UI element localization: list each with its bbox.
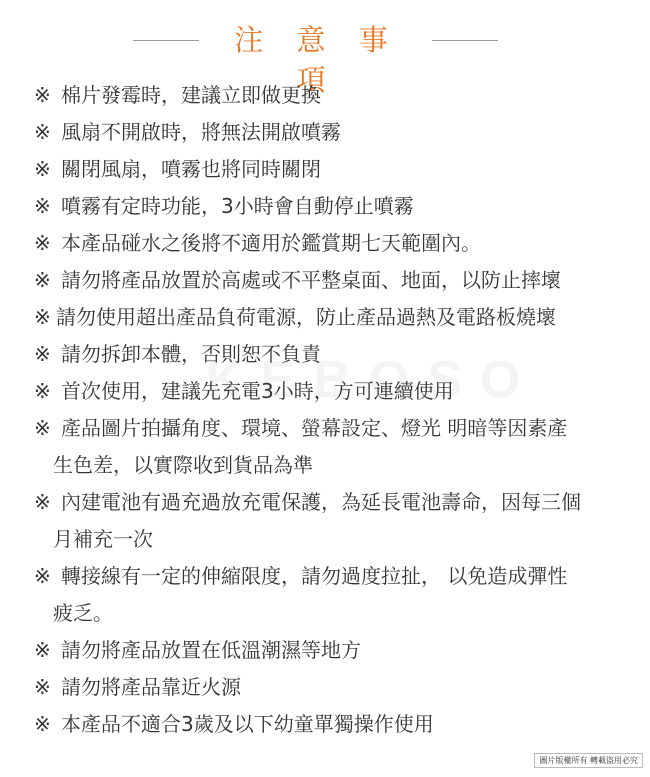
note-text: 風扇不開啟時，將無法開啟噴霧	[61, 120, 341, 144]
reference-mark: ※	[34, 83, 51, 107]
note-item	[34, 706, 634, 743]
note-item	[34, 669, 634, 706]
note-item	[34, 336, 634, 373]
note-text: 請勿將產品放置在低溫潮濕等地方	[61, 638, 361, 662]
note-text: 產品圖片拍攝角度、環境、螢幕設定、燈光 明暗等因素產	[61, 416, 568, 440]
note-item	[34, 632, 634, 669]
note-text: 請勿將產品靠近火源	[61, 675, 241, 699]
copyright-tag: 圖片版權所有 轉載盜用必究	[534, 753, 643, 768]
reference-mark: ※	[34, 157, 51, 181]
note-text-block	[53, 410, 568, 484]
reference-mark: ※	[34, 379, 51, 403]
note-text: 噴霧有定時功能，3小時會自動停止噴霧	[61, 194, 414, 218]
reference-mark: ※	[34, 231, 51, 255]
note-text: 首次使用，建議先充電3小時，方可連續使用	[61, 379, 454, 403]
header-divider-right	[432, 40, 498, 41]
reference-mark: ※	[34, 712, 51, 736]
note-text: 關閉風扇，噴霧也將同時關閉	[61, 157, 321, 181]
reference-mark: ※	[34, 564, 51, 588]
note-text-block	[53, 484, 581, 558]
note-item	[34, 114, 634, 151]
note-item	[34, 151, 634, 188]
reference-mark: ※	[34, 120, 51, 144]
reference-mark: ※	[34, 342, 51, 366]
note-text: 棉片發霉時，建議立即做更換	[61, 83, 321, 107]
note-text-block	[53, 558, 568, 632]
note-text: 本產品不適合3歲及以下幼童單獨操作使用	[61, 712, 434, 736]
reference-mark: ※	[34, 638, 51, 662]
note-text: 請勿使用超出產品負荷電源，防止產品過熱及電路板燒壞	[56, 305, 556, 329]
note-text-continued: 生色差，以實際收到貨品為準	[53, 453, 313, 477]
reference-mark: ※	[34, 416, 51, 440]
note-text-continued: 月補充一次	[53, 527, 153, 551]
reference-mark: ※	[34, 675, 51, 699]
note-item	[34, 410, 634, 484]
note-item	[34, 299, 634, 336]
reference-mark: ※	[34, 194, 51, 218]
note-item	[34, 188, 634, 225]
reference-mark: ※	[34, 490, 51, 514]
note-item	[34, 484, 634, 558]
note-text-continued: 疲乏。	[53, 601, 113, 625]
header-divider-left	[133, 40, 199, 41]
notice-title: 注 意 事 項	[234, 23, 400, 97]
note-text: 內建電池有過充過放充電保護，為延長電池壽命，因每三個	[61, 490, 581, 514]
reference-mark: ※	[34, 268, 51, 292]
note-item	[34, 373, 634, 410]
note-item	[34, 558, 634, 632]
reference-mark: ※	[34, 305, 51, 329]
note-item	[34, 262, 634, 299]
notice-list	[34, 77, 634, 743]
note-text: 請勿拆卸本體，否則恕不負責	[61, 342, 321, 366]
note-item	[34, 77, 634, 114]
note-text: 轉接線有一定的伸縮限度，請勿過度拉扯， 以免造成彈性	[61, 564, 568, 588]
note-item	[34, 225, 634, 262]
note-text: 本產品碰水之後將不適用於鑑賞期七天範圍內。	[61, 231, 481, 255]
note-text: 請勿將產品放置於高處或不平整桌面、地面，以防止摔壞	[61, 268, 561, 292]
